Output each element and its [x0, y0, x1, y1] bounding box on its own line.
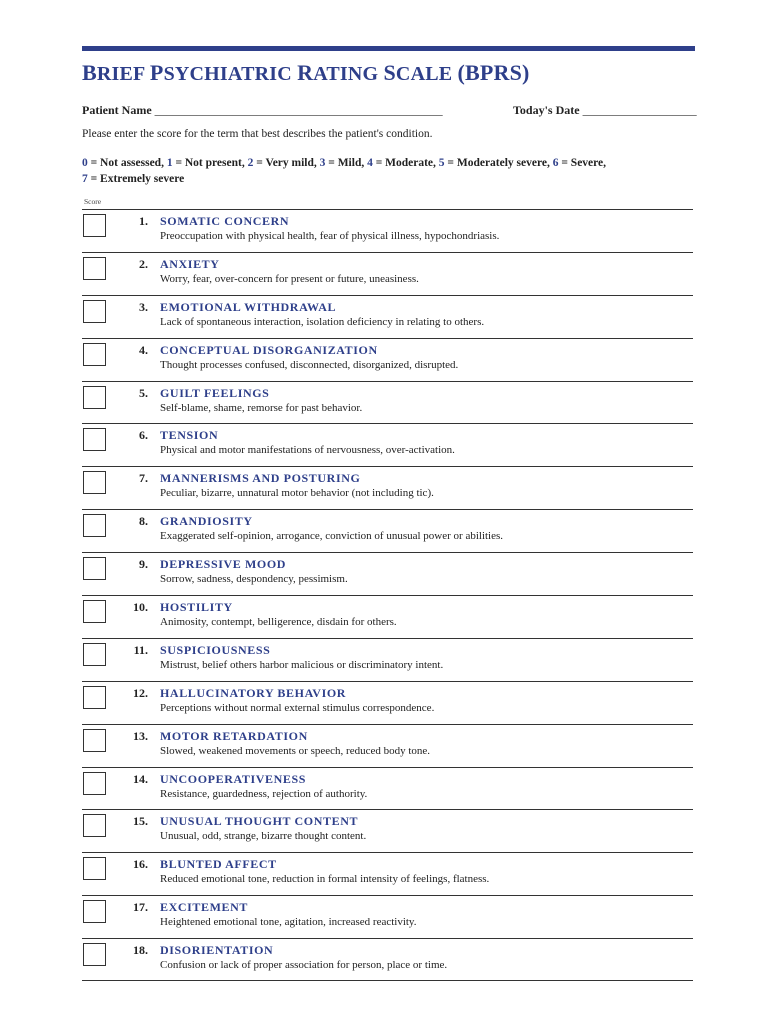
- item-description: Preoccupation with physical health, fear of physical illness, hypochondriasis.: [160, 230, 500, 242]
- item-number: 3.: [139, 299, 148, 314]
- rating-item-row: [82, 338, 693, 381]
- item-description: Self-blame, shame, remorse for past behavior.: [160, 401, 363, 414]
- instructions: Please enter the score for the term that best describes the patient's condition.: [82, 128, 433, 140]
- patient-name-blank[interactable]: ________________________________________________: [154, 103, 443, 117]
- rating-item-row: [82, 809, 693, 852]
- rating-item-row: [82, 295, 693, 338]
- item-term: EMOTIONAL WITHDRAWAL: [160, 299, 337, 314]
- score-input-box[interactable]: [83, 386, 106, 409]
- legend-value: 4: [367, 157, 373, 169]
- date-field[interactable]: [513, 103, 697, 118]
- item-term: HOSTILITY: [160, 600, 233, 615]
- item-term: SUSPICIOUSNESS: [160, 642, 271, 657]
- legend-value: 7: [82, 173, 88, 185]
- rating-item-row: [82, 552, 693, 595]
- item-term: GUILT FEELINGS: [160, 385, 270, 400]
- score-input-box[interactable]: [83, 772, 106, 795]
- score-input-box[interactable]: [83, 686, 106, 709]
- item-number: 14.: [133, 771, 148, 786]
- legend-text: = Severe,: [558, 157, 607, 169]
- score-input-box[interactable]: [83, 514, 106, 537]
- item-description: Worry, fear, over-concern for present or future, uneasiness.: [160, 272, 419, 285]
- score-input-box[interactable]: [83, 471, 106, 494]
- item-number: 1.: [139, 214, 148, 228]
- legend-text: = Moderately severe,: [444, 157, 553, 169]
- item-description: Animosity, contempt, belligerence, disdain for others.: [160, 616, 397, 629]
- date-label: Today's Date: [513, 103, 580, 117]
- rating-item-row: [82, 209, 693, 252]
- patient-name-label: Patient Name: [82, 103, 152, 117]
- item-number: 10.: [133, 600, 148, 615]
- score-input-box[interactable]: [83, 943, 106, 966]
- item-description: Perceptions without normal external stimulus correspondence.: [160, 701, 435, 714]
- legend-text: = Not present,: [172, 157, 248, 169]
- item-description: Reduced emotional tone, reduction in formal intensity of feelings, flatness.: [160, 873, 490, 886]
- score-input-box[interactable]: [83, 900, 106, 923]
- legend-value: 3: [319, 157, 326, 169]
- rating-item-row: [82, 724, 693, 767]
- legend-value: 0: [82, 157, 88, 169]
- rating-item-row: [82, 466, 693, 509]
- legend-value: 6: [552, 157, 559, 169]
- item-number: 2.: [139, 256, 148, 271]
- score-input-box[interactable]: [83, 428, 106, 451]
- item-description: Exaggerated self-opinion, arrogance, conviction of unusual power or abilities.: [160, 530, 504, 543]
- score-legend: [82, 155, 682, 187]
- rating-item-row: [82, 938, 693, 981]
- legend-text: = Extremely severe: [87, 173, 185, 185]
- item-description: Sorrow, sadness, despondency, pessimism.: [160, 573, 348, 586]
- item-term: TENSION: [160, 428, 219, 443]
- score-input-box[interactable]: [83, 600, 106, 623]
- legend-text: = Mild,: [325, 157, 368, 169]
- legend-text: = Very mild,: [253, 157, 320, 169]
- rating-item-row: [82, 681, 693, 724]
- item-description: Confusion or lack of proper association for person, place or time.: [160, 959, 448, 972]
- item-term: CONCEPTUAL DISORGANIZATION: [160, 342, 378, 357]
- legend-value: 2: [247, 157, 254, 169]
- item-description: Resistance, guardedness, rejection of authority.: [160, 787, 368, 800]
- item-term: EXCITEMENT: [160, 900, 249, 915]
- item-number: 5.: [139, 385, 148, 400]
- item-term: SOMATIC CONCERN: [160, 214, 290, 228]
- item-description: Peculiar, bizarre, unnatural motor behavior (not including tic).: [160, 487, 434, 500]
- item-number: 18.: [133, 943, 148, 958]
- rating-items-list: [82, 209, 693, 981]
- score-input-box[interactable]: [83, 814, 106, 837]
- item-number: 12.: [133, 685, 148, 700]
- rating-item-row: [82, 767, 693, 810]
- score-input-box[interactable]: [83, 343, 106, 366]
- item-term: DISORIENTATION: [160, 943, 274, 958]
- item-number: 16.: [133, 857, 148, 872]
- item-description: Mistrust, belief others harbor malicious or discriminatory intent.: [160, 658, 444, 671]
- item-number: 13.: [133, 728, 148, 743]
- item-term: UNCOOPERATIVENESS: [160, 771, 307, 786]
- item-number: 15.: [133, 814, 148, 829]
- item-term: GRANDIOSITY: [160, 514, 253, 529]
- item-description: Thought processes confused, disconnected, disorganized, disrupted.: [160, 358, 459, 371]
- rating-item-row: [82, 852, 693, 895]
- date-blank[interactable]: ___________________: [582, 103, 697, 117]
- legend-value: 5: [438, 157, 445, 169]
- score-column-label: Score: [84, 197, 102, 206]
- item-number: 17.: [133, 900, 148, 915]
- item-term: DEPRESSIVE MOOD: [160, 557, 287, 572]
- legend-text: = Moderate,: [372, 157, 439, 169]
- item-description: Unusual, odd, strange, bizarre thought content.: [160, 830, 367, 843]
- score-input-box[interactable]: [83, 300, 106, 323]
- patient-name-field[interactable]: [82, 103, 443, 118]
- item-number: 9.: [139, 557, 148, 572]
- item-term: UNUSUAL THOUGHT CONTENT: [160, 814, 359, 829]
- legend-value: 1: [166, 157, 173, 169]
- item-number: 7.: [139, 471, 148, 486]
- rating-item-row: [82, 423, 693, 466]
- score-input-box[interactable]: [83, 643, 106, 666]
- header-rule: [82, 46, 695, 51]
- score-input-box[interactable]: [83, 214, 106, 237]
- item-term: BLUNTED AFFECT: [160, 857, 277, 872]
- item-description: Lack of spontaneous interaction, isolation deficiency in relating to others.: [160, 315, 485, 328]
- item-description: Heightened emotional tone, agitation, increased reactivity.: [160, 916, 417, 929]
- item-term: HALLUCINATORY BEHAVIOR: [160, 685, 347, 700]
- item-term: ANXIETY: [160, 256, 220, 271]
- score-input-box[interactable]: [83, 857, 106, 880]
- item-description: Physical and motor manifestations of nervousness, over-activation.: [160, 444, 455, 457]
- rating-item-row: [82, 595, 693, 638]
- item-number: 8.: [139, 514, 148, 529]
- item-term: MOTOR RETARDATION: [160, 728, 308, 743]
- item-description: Slowed, weakened movements or speech, reduced body tone.: [160, 744, 431, 757]
- rating-item-row: [82, 381, 693, 424]
- score-input-box[interactable]: [83, 729, 106, 752]
- page-title: BRIEF PSYCHIATRIC RATING SCALE (BPRS): [82, 60, 530, 85]
- rating-item-row: [82, 895, 693, 938]
- legend-text: = Not assessed,: [87, 157, 167, 169]
- item-number: 11.: [133, 642, 148, 657]
- item-number: 6.: [139, 428, 148, 443]
- score-input-box[interactable]: [83, 257, 106, 280]
- rating-item-row: [82, 252, 693, 295]
- rating-item-row: [82, 638, 693, 681]
- item-number: 4.: [139, 342, 148, 357]
- rating-item-row: [82, 509, 693, 552]
- item-term: MANNERISMS AND POSTURING: [160, 471, 361, 486]
- score-input-box[interactable]: [83, 557, 106, 580]
